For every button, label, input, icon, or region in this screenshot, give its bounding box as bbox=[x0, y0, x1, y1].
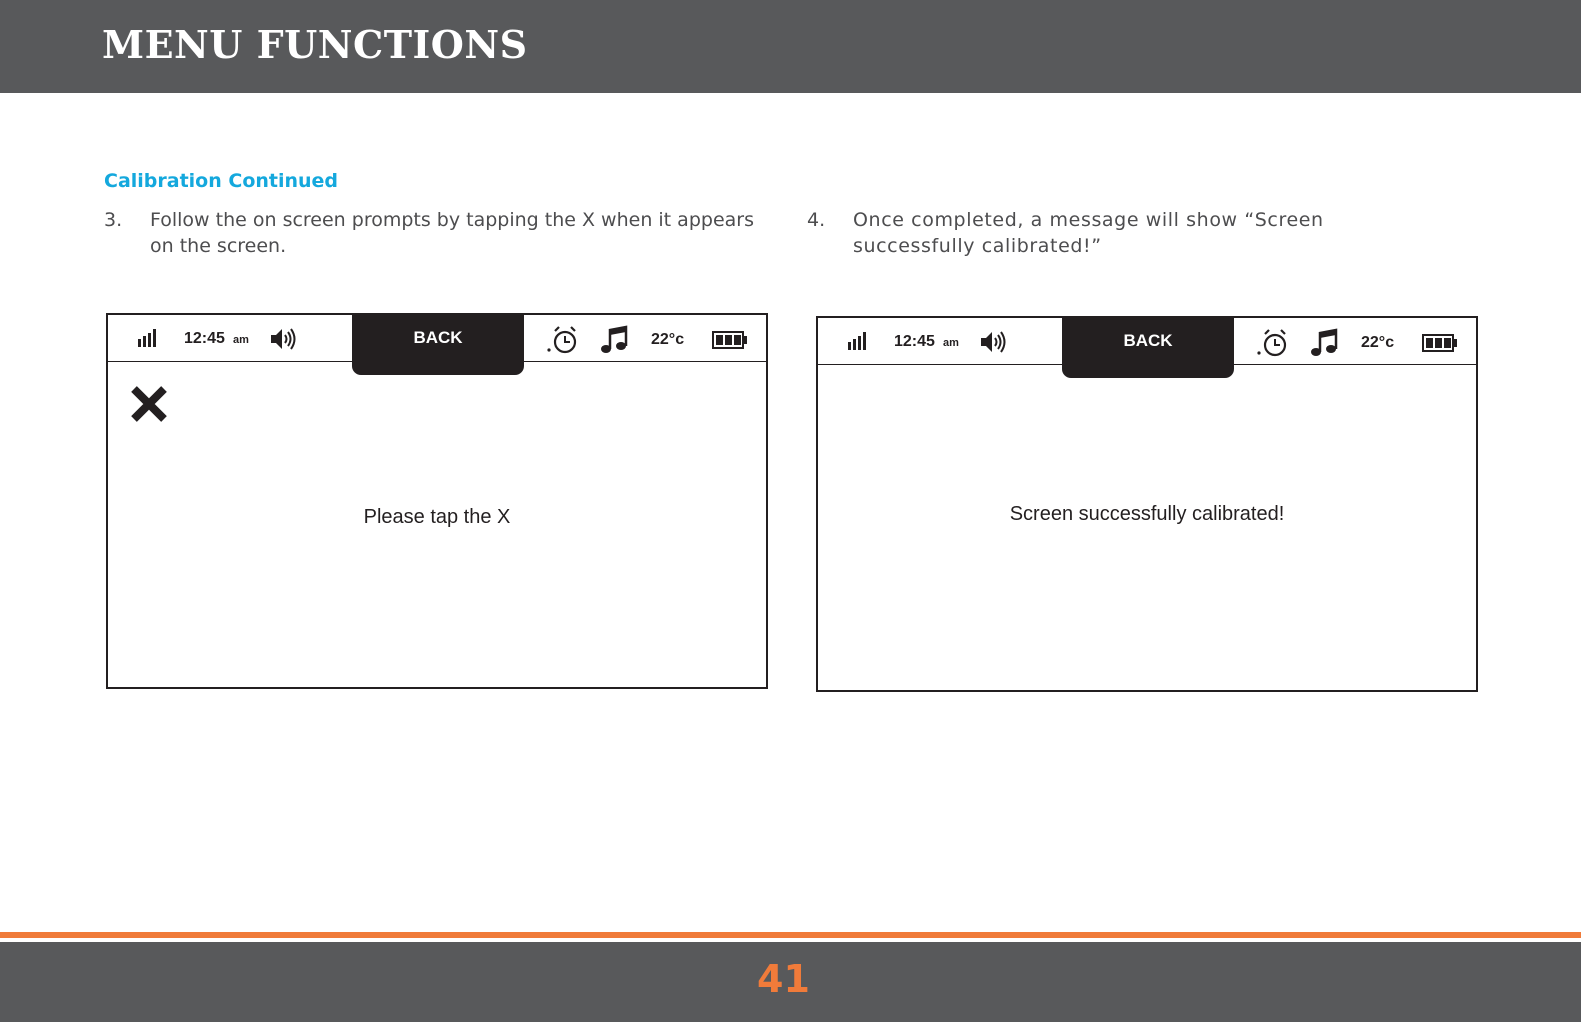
clock-time: 12:45 bbox=[894, 333, 935, 350]
clock-ampm: am bbox=[233, 334, 249, 346]
signal-icon bbox=[137, 328, 159, 348]
signal-icon bbox=[847, 331, 869, 351]
device-screen-calibrated bbox=[816, 316, 1478, 692]
page-number: 41 bbox=[757, 957, 810, 1001]
section-heading: Calibration Continued bbox=[104, 170, 339, 192]
temperature-readout: 22°c bbox=[651, 331, 685, 348]
step-text: Once completed, a message will show “Screen successfully calibrated!” bbox=[853, 209, 1324, 257]
music-icon[interactable] bbox=[600, 325, 630, 355]
alarm-icon[interactable] bbox=[1256, 328, 1290, 358]
clock-ampm: am bbox=[943, 337, 959, 349]
step-number: 3. bbox=[104, 209, 123, 231]
x-mark-icon[interactable] bbox=[130, 385, 168, 423]
page-title: MENU FUNCTIONS bbox=[102, 22, 528, 67]
screen-message: Please tap the X bbox=[363, 506, 511, 528]
temperature-readout: 22°c bbox=[1361, 334, 1395, 351]
status-bar bbox=[818, 318, 1476, 365]
page-header bbox=[0, 0, 1581, 93]
page-footer bbox=[0, 942, 1581, 1022]
alarm-icon[interactable] bbox=[546, 325, 580, 355]
back-button[interactable]: BACK bbox=[352, 314, 524, 375]
step-text: Follow the on screen prompts by tapping the X when it appears on the screen. bbox=[150, 209, 754, 257]
clock-time: 12:45 bbox=[184, 330, 225, 347]
battery-icon bbox=[712, 331, 748, 349]
battery-icon bbox=[1422, 334, 1458, 352]
speaker-icon[interactable] bbox=[979, 330, 1009, 354]
music-icon[interactable] bbox=[1310, 328, 1340, 358]
device-screen-tap-prompt bbox=[106, 313, 768, 689]
status-bar bbox=[108, 315, 766, 362]
screen-message: Screen successfully calibrated! bbox=[1009, 503, 1285, 525]
back-button[interactable]: BACK bbox=[1062, 317, 1234, 378]
speaker-icon[interactable] bbox=[269, 327, 299, 351]
step-number: 4. bbox=[807, 209, 826, 231]
